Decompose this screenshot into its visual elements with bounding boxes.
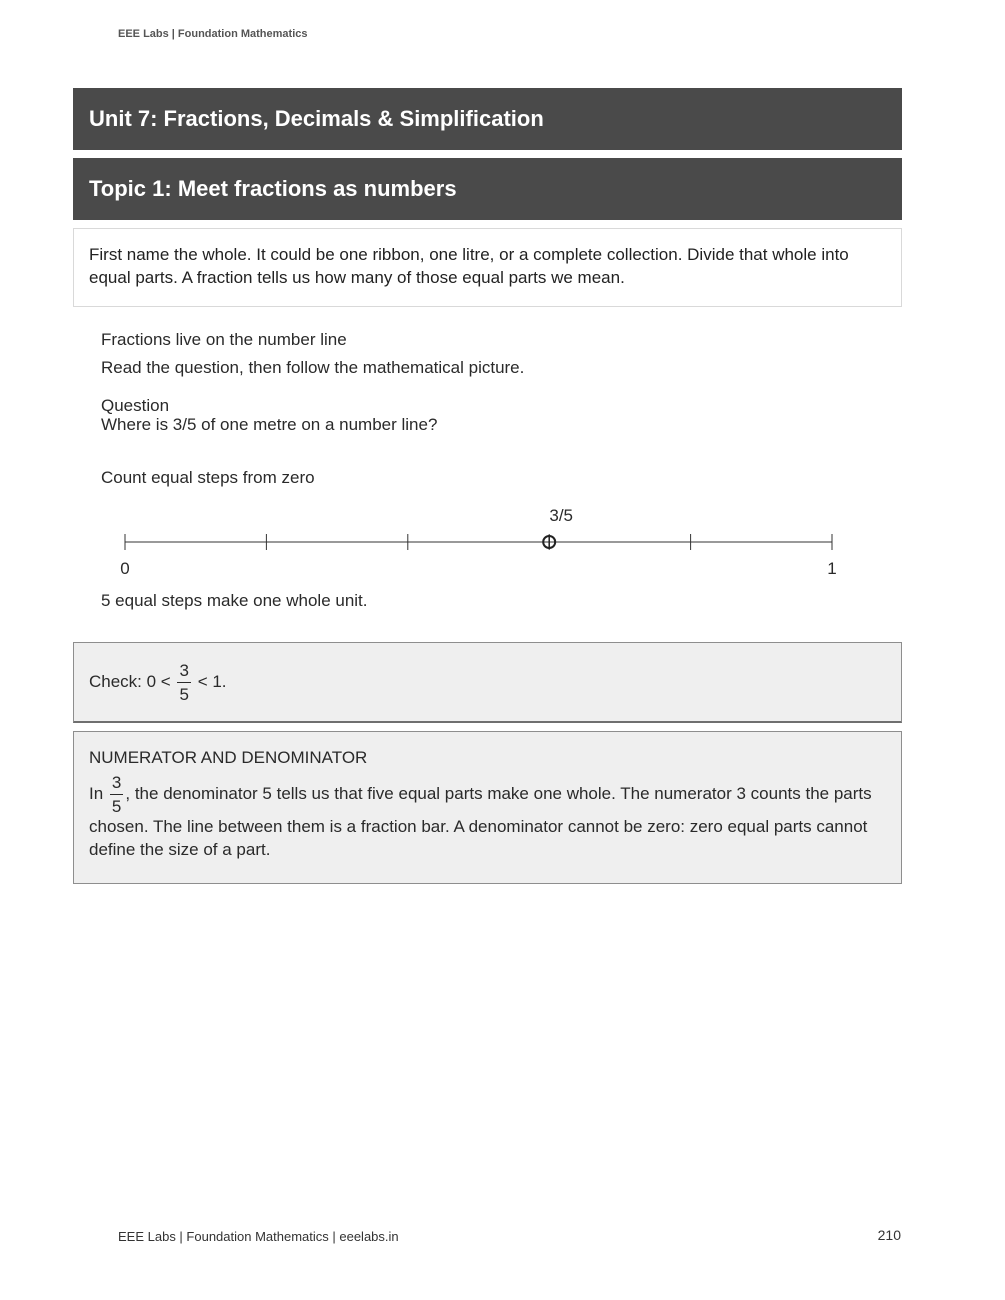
note-title: NUMERATOR AND DENOMINATOR (89, 748, 368, 767)
section-instruction: Read the question, then follow the mathematical picture. (101, 358, 525, 377)
check-box (73, 642, 902, 723)
note-box (73, 731, 902, 884)
topic-title: Topic 1: Meet fractions as numbers (73, 158, 902, 220)
unit-title: Unit 7: Fractions, Decimals & Simplification (73, 88, 902, 150)
section-heading: Fractions live on the number line (101, 330, 347, 349)
question-label: Question (101, 396, 170, 415)
note-text: , the denominator 5 tells us that five equal parts make one whole. The numerator 3 counts the parts chosen. The line between them is a fraction bar. A denominator cannot be zero: zero equal parts cannot define the size of a part. (89, 783, 872, 859)
note-numerator: 3 (110, 774, 123, 795)
check-suffix: < 1. (197, 672, 227, 691)
note-denominator: 5 (111, 797, 122, 816)
number-line-summary: 5 equal steps make one whole unit. (101, 591, 368, 610)
footer-text: EEE Labs | Foundation Mathematics | eeelabs.in (118, 1229, 399, 1244)
check-prefix: Check: 0 < (89, 672, 171, 691)
check-numerator: 3 (177, 662, 190, 683)
number-line-caption: Count equal steps from zero (101, 468, 315, 487)
intro-text: First name the whole. It could be one ribbon, one litre, or a complete collection. Divide that whole into equal parts. A fraction tells us how many of those equal parts we mean. (89, 245, 849, 287)
note-fraction (110, 774, 123, 815)
number-line-end-label: 1 (827, 559, 837, 578)
running-head: EEE Labs | Foundation Mathematics (118, 28, 308, 40)
number-line-start-label: 0 (120, 559, 130, 578)
check-fraction (177, 662, 190, 703)
note-body (89, 774, 886, 861)
note-prefix: In (89, 783, 104, 803)
question-text: Where is 3/5 of one metre on a number line? (101, 415, 438, 434)
fraction-marker-label: 3/5 (549, 506, 574, 525)
page-number: 210 (877, 1227, 901, 1243)
check-denominator: 5 (179, 684, 189, 704)
number-line (100, 500, 860, 590)
intro-box (73, 228, 902, 307)
